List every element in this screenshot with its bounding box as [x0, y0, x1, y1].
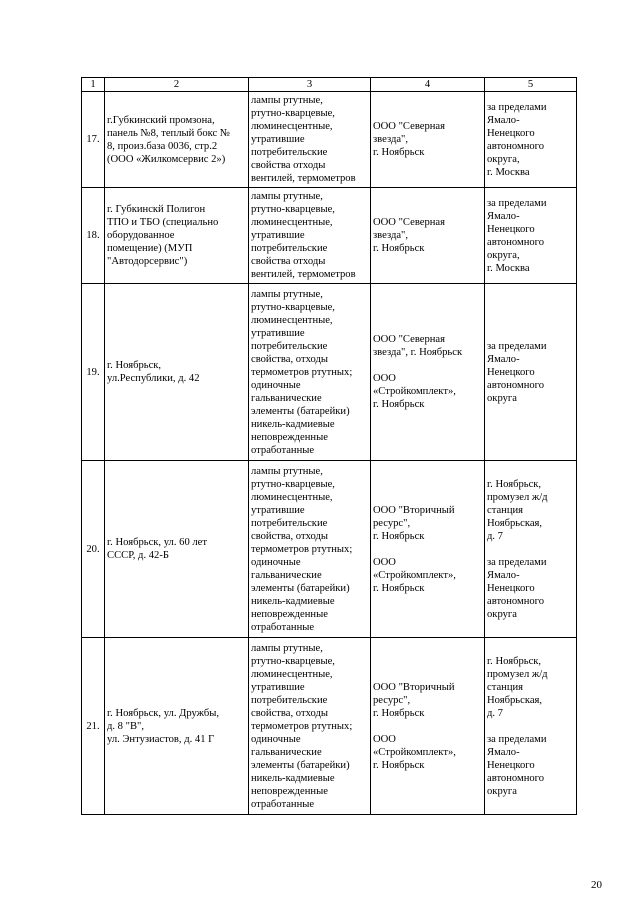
table-row [82, 638, 577, 815]
destination-text: за пределами Ямало- Ненецкого автономного округа, г. Москва [487, 101, 547, 178]
waste-type-cell [249, 92, 371, 188]
waste-type-text: лампы ртутные, ртутно-кварцевые, люминесцентные, утратившие потребительские свойства отходы вентилей, термометров [251, 95, 356, 184]
recipient-cell [371, 188, 485, 284]
address-text: г. Ноябрьск, ул. 60 лет СССР, д. 42-Б [107, 537, 208, 561]
destination-text: за пределами Ямало- Ненецкого автономного округа, г. Москва [487, 197, 547, 274]
address-text: г. Губкинскй Полигон ТПО и ТБО (специально оборудованное помещение) (МУП "Автодорсервис") [107, 204, 219, 267]
recipient-text: ООО "Северная звезда", г. Ноябрьск [373, 334, 463, 358]
paragraph-gap [373, 359, 482, 372]
waste-type-text: лампы ртутные, ртутно-кварцевые, люминесцентные, утратившие потребительские свойства, отходы термометров ртутных; одиночные гальванические элементы (батарейки) никель-кадмиевые неповрежденные отработанные [251, 288, 353, 456]
waste-transfer-table [81, 77, 577, 815]
address-cell [105, 284, 249, 461]
page-number: 20 [591, 879, 602, 891]
paragraph-gap [487, 543, 574, 556]
address-cell [105, 638, 249, 815]
row-number: 21. [82, 638, 105, 815]
recipient-text: ООО «Стройкомплект», г. Ноябрьск [373, 556, 456, 594]
column-header-1: 1 [82, 78, 105, 92]
waste-type-cell [249, 638, 371, 815]
row-number: 20. [82, 461, 105, 638]
row-number: 19. [82, 284, 105, 461]
destination-text: за пределами Ямало- Ненецкого автономного округа [487, 340, 547, 404]
address-text: г.Губкинский промзона, панель №8, теплый бокс № 8, произ.база 0036, стр.2 (ООО «Жилкомсервис 2») [107, 114, 230, 165]
waste-type-text: лампы ртутные, ртутно-кварцевые, люминесцентные, утратившие потребительские свойства, отходы термометров ртутных; одиночные гальванические элементы (батарейки) никель-кадмиевые неповрежденные отработанные [251, 465, 353, 633]
waste-type-text: лампы ртутные, ртутно-кварцевые, люминесцентные, утратившие потребительские свойства отходы вентилей, термометров [251, 191, 356, 280]
destination-cell [485, 92, 577, 188]
recipient-cell [371, 638, 485, 815]
paragraph-gap [373, 720, 482, 733]
row-number: 17. [82, 92, 105, 188]
destination-cell [485, 461, 577, 638]
paragraph-gap [373, 543, 482, 556]
recipient-cell [371, 284, 485, 461]
recipient-text: ООО "Вторичный ресурс", г. Ноябрьск [373, 681, 455, 719]
table-header-row [82, 78, 577, 92]
destination-cell [485, 284, 577, 461]
recipient-cell [371, 461, 485, 638]
table-row [82, 284, 577, 461]
destination-text: за пределами Ямало- Ненецкого автономного округа [487, 733, 547, 797]
address-cell [105, 461, 249, 638]
destination-cell [485, 188, 577, 284]
address-cell [105, 188, 249, 284]
table-row [82, 461, 577, 638]
column-header-5: 5 [485, 78, 577, 92]
destination-cell [485, 638, 577, 815]
waste-type-cell [249, 284, 371, 461]
column-header-2: 2 [105, 78, 249, 92]
recipient-text: ООО «Стройкомплект», г. Ноябрьск [373, 733, 456, 771]
destination-text: г. Ноябрьск, промузел ж/д станция Ноябрьская, д. 7 [487, 655, 548, 719]
recipient-text: ООО "Северная звезда", г. Ноябрьск [373, 217, 446, 254]
table-row [82, 92, 577, 188]
recipient-text: ООО «Стройкомплект», г. Ноябрьск [373, 373, 456, 410]
address-cell [105, 92, 249, 188]
destination-text: за пределами Ямало- Ненецкого автономного округа [487, 556, 547, 620]
column-header-3: 3 [249, 78, 371, 92]
address-text: г. Ноябрьск, ул.Республики, д. 42 [107, 360, 200, 384]
destination-text: г. Ноябрьск, промузел ж/д станция Ноябрьская, д. 7 [487, 478, 548, 542]
recipient-text: ООО "Северная звезда", г. Ноябрьск [373, 121, 446, 158]
paragraph-gap [487, 720, 574, 733]
recipient-cell [371, 92, 485, 188]
column-header-4: 4 [371, 78, 485, 92]
waste-type-cell [249, 461, 371, 638]
recipient-text: ООО "Вторичный ресурс", г. Ноябрьск [373, 504, 455, 542]
waste-type-text: лампы ртутные, ртутно-кварцевые, люминесцентные, утратившие потребительские свойства, отходы термометров ртутных; одиночные гальванические элементы (батарейки) никель-кадмиевые неповрежденные отработанные [251, 642, 353, 810]
address-text: г. Ноябрьск, ул. Дружбы, д. 8 "В", ул. Энтузиастов, д. 41 Г [107, 707, 220, 745]
table-row [82, 188, 577, 284]
waste-type-cell [249, 188, 371, 284]
row-number: 18. [82, 188, 105, 284]
